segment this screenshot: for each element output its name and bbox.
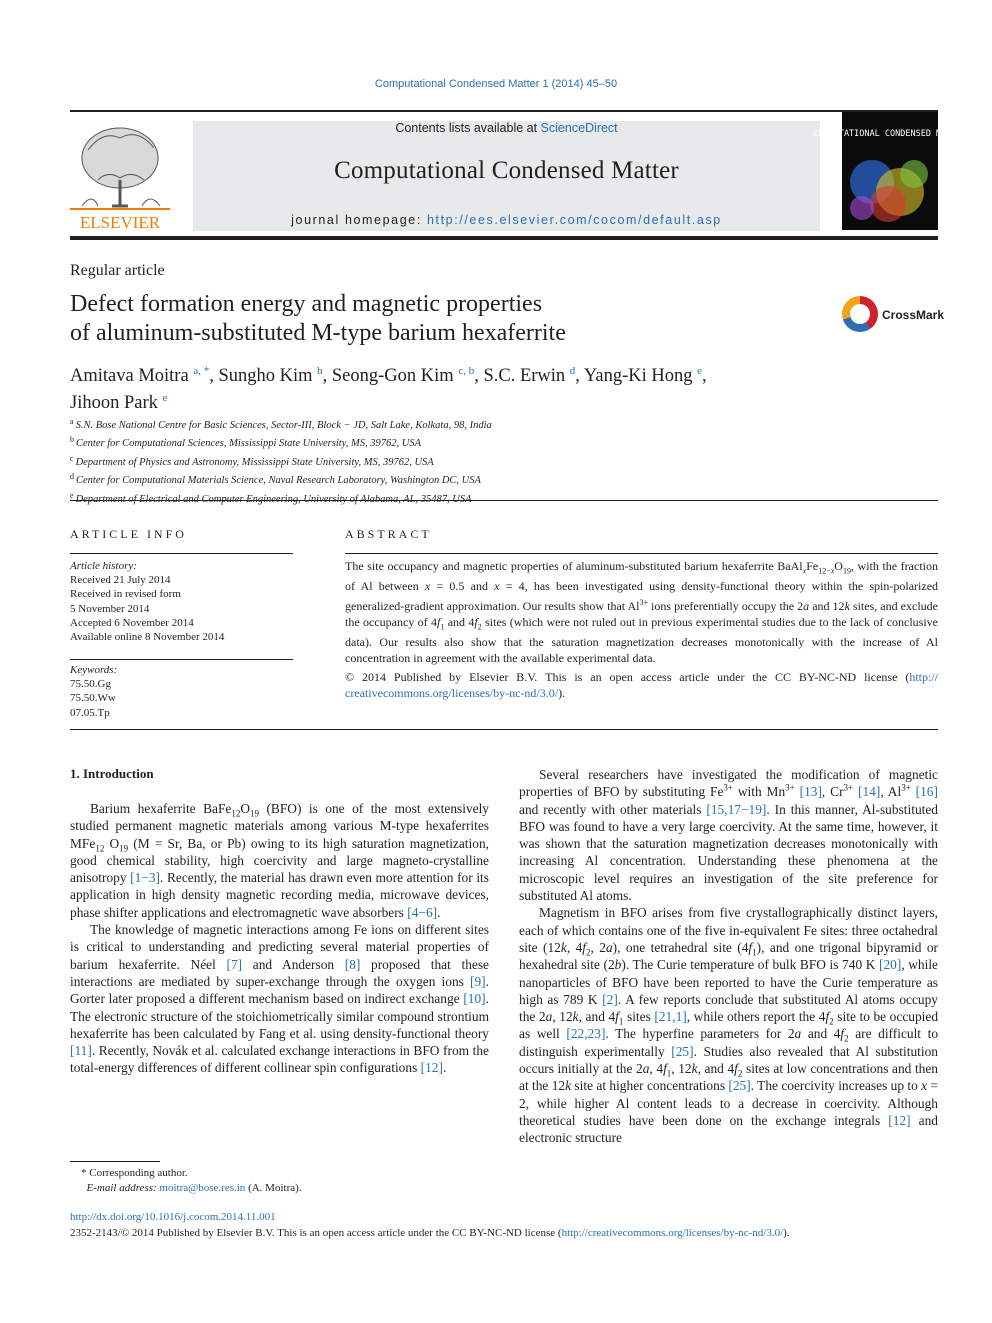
journal-homepage [193, 213, 820, 227]
cover-title: COMPUTATIONAL CONDENSED MATTER [813, 129, 967, 139]
journal-cover[interactable] [813, 112, 967, 230]
author-name[interactable]: Sungho Kim [218, 366, 313, 386]
homepage-link[interactable]: http://ees.elsevier.com/cocom/default.asp [426, 213, 722, 227]
affiliation-item [70, 433, 770, 451]
article-history [70, 559, 293, 644]
affiliation-list [70, 415, 770, 507]
citation-link[interactable]: [1−3] [130, 870, 161, 886]
history-item: Received 21 July 2014 [70, 574, 171, 587]
crossmark-badge[interactable] [842, 296, 945, 336]
email-note [70, 1181, 490, 1196]
citation-link[interactable]: [25] [671, 1043, 694, 1059]
citation-link[interactable]: [12] [888, 1112, 911, 1128]
citation-link[interactable]: [2] [602, 991, 618, 1007]
contents-line [193, 121, 820, 135]
affiliation-marker: e [70, 490, 74, 500]
citation-link[interactable]: [14] [858, 784, 881, 800]
homepage-prefix: journal homepage: [291, 213, 427, 227]
keywords [70, 663, 293, 720]
footnote-rule [70, 1161, 160, 1162]
author-name[interactable]: Seong-Gon Kim [331, 366, 454, 386]
elsevier-logo[interactable] [68, 120, 172, 232]
citation-link[interactable]: [12] [420, 1060, 443, 1076]
article-info-heading: ARTICLE INFO [70, 527, 187, 541]
copyright-text: © 2014 Published by Elsevier B.V. This is an open access article under the CC BY-NC-ND license ( [345, 670, 910, 684]
footnote [70, 1166, 490, 1196]
author-affil-sup[interactable]: b [317, 365, 323, 377]
citation-link[interactable]: [22,23] [566, 1026, 606, 1042]
elsevier-tree-icon [68, 120, 172, 232]
affiliation-item [70, 415, 770, 433]
affiliation-text: Department of Physics and Astronomy, Mississippi State University, MS, 39762, USA [75, 456, 434, 468]
email-suffix: (A. Moitra). [248, 1182, 302, 1194]
header-top-rule [70, 110, 938, 112]
section-heading: 1. Introduction [70, 766, 154, 781]
copyright-end: ). [558, 685, 566, 700]
affiliation-marker: c [70, 453, 74, 463]
cover-image-icon [813, 112, 967, 230]
article-title-line-1: Defect formation energy and magnetic properties [70, 291, 543, 317]
body-column-left [70, 800, 489, 1077]
keywords-label: Keywords: [70, 664, 118, 676]
body-column-right [519, 766, 938, 1147]
affiliation-item [70, 452, 770, 470]
crossmark-label: CrossMark [882, 308, 945, 322]
paragraph: Several researchers have investigated the modification of magnetic properties of BFO by substituting $Fe^{3+}$ with $Mn^{3+}$ [13], $Cr^{3+}$ [14], $Al^{3+}$ [16] and recently with other materials [15,17−19]. In this manner, Al-substituted BFO was found to have a very large coercivity. At the same time, however, it was shown that the saturation magnetization decreases monotonically with increasing Al concentration. Understanding these phenomena at the microscopic level requires an investigation of the site preference for substituted Al atoms. [519, 767, 938, 904]
citation-link[interactable]: [4−6] [407, 904, 438, 920]
article-title-line-2: of aluminum-substituted M-type barium hexaferrite [70, 320, 566, 346]
keyword-item: 75.50.Ww [70, 692, 116, 705]
author-name[interactable]: Yang-Ki Hong [583, 366, 693, 386]
author-affil-sup[interactable]: d [569, 365, 576, 377]
license-link[interactable]: http:// creativecommons.org/licenses/by-nc-nd/3.0/ [345, 670, 938, 700]
keyword-item: 07.05.Tp [70, 706, 110, 719]
paragraph: Barium hexaferrite $BaFe_{12}O_{19}$ (BFO) is one of the most extensively studied permanent magnetic materials among various M-type hexaferrites MFe$_{12}$ $O_{19}$ (M = Sr, Ba, or Pb) owing to its high saturation magnetization, good chemical stability, high coercivity and large magneto-crystalline anisotropy [1−3]. Recently, the material has drawn even more attention for its application in high density magnetic recording media, microwave devices, phase shifter applications and electromagnetic wave absorbers [4−6]. [70, 801, 489, 920]
author-list: Amitava Moitra $^{a, *}$, Sungho Kim $^b$, Seong-Gon Kim $^{c, b}$, S.C. Erwin $^d$, Yang-Ki Hong $^e$, Jihoon Park $^e$ [70, 365, 707, 413]
citation-link[interactable]: [10] [463, 991, 486, 1007]
citation-link[interactable]: [7] [226, 956, 243, 972]
citation-link[interactable]: [21,1] [654, 1009, 687, 1025]
paragraph: The knowledge of magnetic interactions among Fe ions on different sites is critical to understanding and predicting several material properties of barium hexaferrite. Néel [7] and Anderson [8] proposed that these interactions are mediated by super-exchange through the oxygen ions [9]. Gorter later proposed a different mechanism based on indirect exchange [10]. The electronic structure of the stoichiometrically similar compound strontium hexaferrite has been calculated by Fang et al. using density-functional theory [11]. Recently, Novák et al. calculated exchange interactions in BFO from the total-energy differences of different collinear spin configurations [12]. [70, 922, 489, 1076]
keyword-item: 75.50.Gg [70, 678, 111, 691]
affiliation-rule [70, 500, 938, 501]
history-item: Accepted 6 November 2014 [70, 616, 194, 629]
citation-link[interactable]: [25] [728, 1078, 751, 1094]
affiliation-marker: a [70, 417, 74, 426]
journal-reference[interactable]: Computational Condensed Matter 1 (2014) 45–50 [374, 78, 618, 90]
history-label: Article history: [70, 560, 137, 572]
affiliation-text: Center for Computational Materials Science, Naval Research Laboratory, Washington DC, USA [76, 475, 481, 487]
affiliation-item [70, 470, 770, 488]
abstract-bottom-rule [70, 729, 938, 730]
author-name[interactable]: S.C. Erwin [483, 366, 566, 386]
author-name[interactable]: Amitava Moitra [70, 366, 189, 386]
abstract-heading: ABSTRACT [345, 527, 432, 541]
issn-text: 2352-2143/© 2014 Published by Elsevier B.V. This is an open access article under the CC BY-NC-ND license ( [70, 1227, 562, 1239]
citation-link[interactable]: [8] [344, 956, 361, 972]
footer-license-link[interactable]: http://creativecommons.org/licenses/by-nc-nd/3.0/ [561, 1227, 784, 1239]
corresponding-author-note: * Corresponding author. [70, 1167, 188, 1179]
email-label: E-mail address: [86, 1182, 157, 1194]
article-info-rule [70, 553, 293, 554]
affiliation-text: S.N. Bose National Centre for Basic Sciences, Sector-III, Block − JD, Salt Lake, Kolkata, 98, India [75, 420, 492, 431]
publisher-name: ELSEVIER [79, 213, 161, 232]
citation-link[interactable]: [20] [879, 957, 902, 973]
keywords-rule [70, 659, 293, 660]
history-item: Available online 8 November 2014 [70, 631, 225, 644]
citation-link[interactable]: [15,17−19] [706, 801, 767, 817]
affiliation-marker: d [70, 472, 74, 482]
affiliation-item [70, 489, 770, 507]
doi-text[interactable]: http://dx.doi.org/10.1016/j.cocom.2014.11.001 [70, 1211, 276, 1223]
citation-link[interactable]: [16] [915, 784, 938, 800]
doi-link[interactable] [70, 1211, 276, 1223]
author-name[interactable]: Jihoon Park [70, 393, 158, 413]
email-link[interactable]: moitra@bose.res.in [159, 1182, 246, 1194]
history-item: Received in revised form [70, 588, 181, 601]
sciencedirect-link[interactable]: ScienceDirect [540, 121, 618, 135]
issn-line [70, 1227, 790, 1239]
affiliation-text: Center for Computational Sciences, Mississippi State University, MS, 39762, USA [76, 438, 422, 450]
contents-prefix: Contents lists available at [395, 121, 541, 135]
paragraph: Magnetism in BFO arises from five crystallographically distinct layers, each of which contains one of the five in-equivalent Fe sites: three octahedral site (12k, $4f_2$, 2a), one tetrahedral site $(4f_1)$, and one trigonal bipyramid or hexahedral site (2b). The Curie temperature of bulk BFO is 740 K [20], while nanoparticles of BFO have been reported to have the Curie temperature as high as 789 K [2]. A few reports conclude that substituted Al atoms occupy the 2a, 12k, and $4f_1$ sites [21,1], while others report the $4f_2$ site to be occupied as well [22,23]. The hyperfine parameters for 2a and $4f_2$ are difficult to distinguish experimentally [25]. Studies also revealed that Al substitution occurs initially at the 2a, $4f_1$, 12k, and $4f_2$ sites at low concentrations and then at the 12k site at higher concentrations [25]. The coercivity increases up to x = 2, while higher Al content leads to a decrease in coercivity. Although theoretical studies have been done on the exchange integrals [12] and electronic structure [519, 905, 939, 1146]
abstract-rule [345, 553, 938, 554]
author-affil-sup[interactable]: e [162, 392, 168, 404]
issn-end: ). [783, 1227, 790, 1239]
abstract-copyright [345, 670, 938, 702]
author-affil-sup[interactable]: e [697, 365, 703, 377]
abstract-body: The site occupancy and magnetic properties of aluminum-substituted barium hexaferrite $BaAl_xFe_{12-x}O_{19}$, with the fraction of Al between x = 0.5 and x = 4, has been investigated using density-functional theory within the spin-polarized generalized-gradient approximation. Our results show that $Al^{3+}$ ions preferentially occupy the 2a and 12k sites, and exclude the occupancy of $4f_1$ and $4f_2$ sites (which were not ruled out in previous experimental studies due to the lack of conclusive data). Our results also show that the saturation magnetization decreases monotonically with the increase of Al concentration in agreement with the available experimental data. [345, 559, 939, 665]
author-affil-sup[interactable]: a, * [193, 365, 210, 377]
citation-link[interactable]: [11] [70, 1043, 92, 1059]
corresponding-text: Corresponding author. [89, 1167, 188, 1179]
article-title [70, 290, 810, 348]
author-affil-sup[interactable]: c, b [458, 365, 475, 377]
history-item: 5 November 2014 [70, 602, 150, 615]
citation-link[interactable]: [13] [799, 784, 822, 800]
journal-title: Computational Condensed Matter [334, 157, 679, 184]
article-type: Regular article [70, 262, 165, 279]
affiliation-marker: b [70, 435, 74, 445]
header-bottom-rule [70, 236, 938, 240]
citation-link[interactable]: [9] [470, 973, 486, 989]
crossmark-icon [842, 296, 878, 332]
